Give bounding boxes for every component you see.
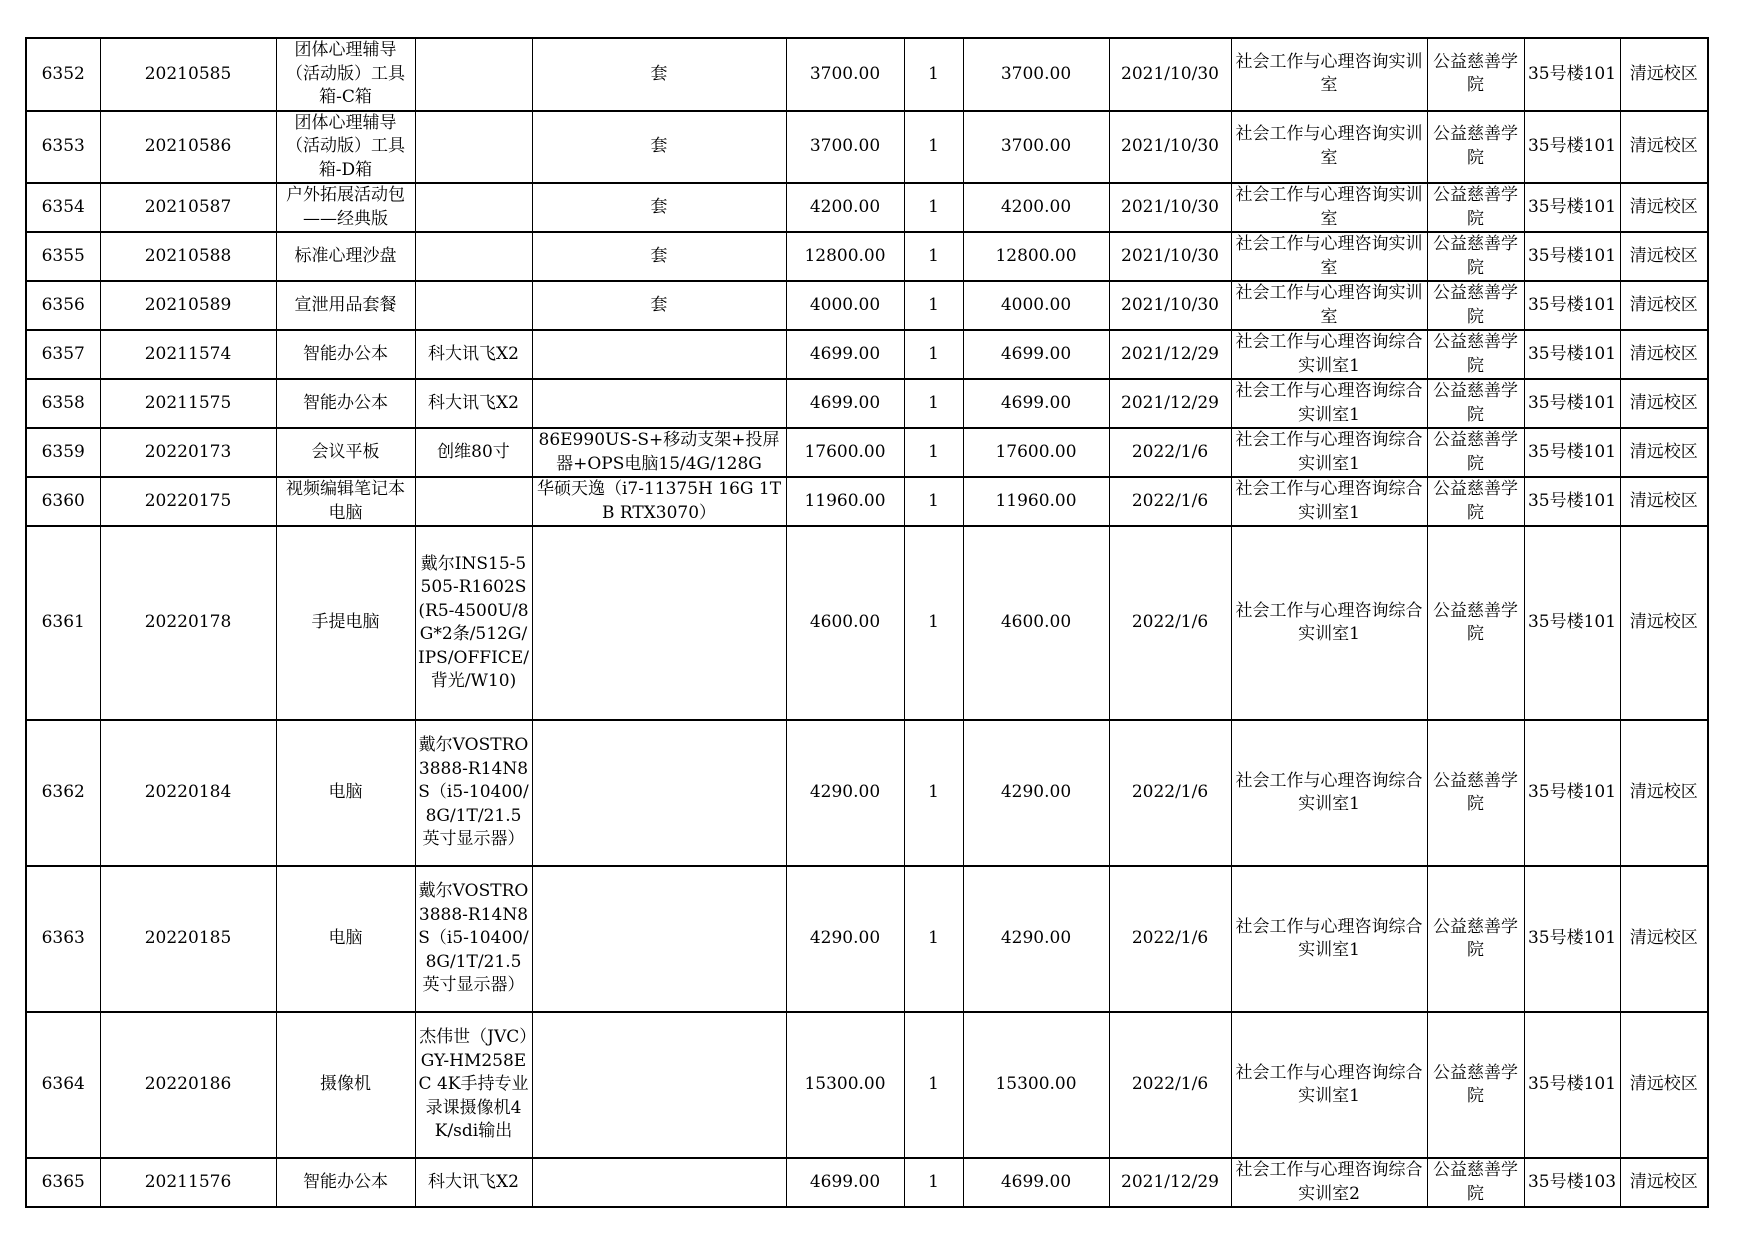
cell-price: 4699.00 — [786, 379, 904, 428]
cell-asset-no: 20220185 — [100, 866, 276, 1012]
cell-campus: 清远校区 — [1620, 1158, 1708, 1207]
cell-date: 2021/10/30 — [1109, 111, 1231, 184]
table-row — [26, 111, 1708, 184]
cell-dept: 公益慈善学院 — [1427, 1158, 1524, 1207]
cell-price: 3700.00 — [786, 38, 904, 111]
cell-name: 宣泄用品套餐 — [276, 281, 415, 330]
cell-dept: 公益慈善学院 — [1427, 477, 1524, 526]
cell-amount: 4699.00 — [963, 379, 1109, 428]
cell-price: 4600.00 — [786, 526, 904, 720]
cell-model — [415, 38, 532, 111]
cell-dept: 公益慈善学院 — [1427, 232, 1524, 281]
cell-amount: 12800.00 — [963, 232, 1109, 281]
cell-campus: 清远校区 — [1620, 379, 1708, 428]
cell-seq: 6358 — [26, 379, 100, 428]
table-row — [26, 1012, 1708, 1158]
cell-asset-no: 20220184 — [100, 720, 276, 866]
cell-spec — [532, 526, 786, 720]
cell-date: 2021/10/30 — [1109, 38, 1231, 111]
cell-date: 2021/12/29 — [1109, 330, 1231, 379]
cell-name: 团体心理辅导（活动版）工具箱-C箱 — [276, 38, 415, 111]
cell-dept: 公益慈善学院 — [1427, 38, 1524, 111]
table-row — [26, 330, 1708, 379]
table-row — [26, 183, 1708, 232]
cell-price: 17600.00 — [786, 428, 904, 477]
cell-asset-no: 20210588 — [100, 232, 276, 281]
cell-model — [415, 111, 532, 184]
cell-location: 社会工作与心理咨询综合实训室1 — [1231, 428, 1427, 477]
cell-asset-no: 20220173 — [100, 428, 276, 477]
cell-price: 4290.00 — [786, 866, 904, 1012]
cell-date: 2021/12/29 — [1109, 1158, 1231, 1207]
cell-spec: 86E990US-S+移动支架+投屏器+OPS电脑15/4G/128G — [532, 428, 786, 477]
cell-campus: 清远校区 — [1620, 526, 1708, 720]
cell-qty: 1 — [904, 428, 963, 477]
cell-model: 戴尔VOSTRO3888-R14N8S（i5-10400/8G/1T/21.5英寸显示器） — [415, 720, 532, 866]
cell-location: 社会工作与心理咨询实训室 — [1231, 111, 1427, 184]
cell-name: 智能办公本 — [276, 1158, 415, 1207]
cell-location: 社会工作与心理咨询综合实训室2 — [1231, 1158, 1427, 1207]
cell-campus: 清远校区 — [1620, 428, 1708, 477]
cell-model — [415, 183, 532, 232]
cell-qty: 1 — [904, 38, 963, 111]
cell-spec — [532, 1158, 786, 1207]
cell-campus: 清远校区 — [1620, 232, 1708, 281]
cell-qty: 1 — [904, 720, 963, 866]
cell-campus: 清远校区 — [1620, 720, 1708, 866]
cell-room: 35号楼101 — [1524, 330, 1620, 379]
cell-location: 社会工作与心理咨询综合实训室1 — [1231, 330, 1427, 379]
cell-name: 视频编辑笔记本电脑 — [276, 477, 415, 526]
cell-room: 35号楼101 — [1524, 38, 1620, 111]
cell-spec: 套 — [532, 183, 786, 232]
cell-spec — [532, 379, 786, 428]
cell-campus: 清远校区 — [1620, 281, 1708, 330]
cell-room: 35号楼103 — [1524, 1158, 1620, 1207]
cell-seq: 6353 — [26, 111, 100, 184]
cell-qty: 1 — [904, 330, 963, 379]
cell-campus: 清远校区 — [1620, 111, 1708, 184]
cell-dept: 公益慈善学院 — [1427, 111, 1524, 184]
cell-asset-no: 20211574 — [100, 330, 276, 379]
cell-asset-no: 20211575 — [100, 379, 276, 428]
cell-spec: 套 — [532, 38, 786, 111]
cell-spec: 套 — [532, 281, 786, 330]
cell-price: 4200.00 — [786, 183, 904, 232]
cell-model: 戴尔VOSTRO3888-R14N8S（i5-10400/8G/1T/21.5英寸显示器） — [415, 866, 532, 1012]
cell-amount: 3700.00 — [963, 38, 1109, 111]
cell-spec: 华硕天逸（i7-11375H 16G 1TB RTX3070） — [532, 477, 786, 526]
cell-location: 社会工作与心理咨询综合实训室1 — [1231, 720, 1427, 866]
cell-asset-no: 20220178 — [100, 526, 276, 720]
cell-qty: 1 — [904, 477, 963, 526]
cell-dept: 公益慈善学院 — [1427, 526, 1524, 720]
cell-model — [415, 232, 532, 281]
cell-room: 35号楼101 — [1524, 1012, 1620, 1158]
cell-asset-no: 20210589 — [100, 281, 276, 330]
cell-seq: 6364 — [26, 1012, 100, 1158]
cell-dept: 公益慈善学院 — [1427, 866, 1524, 1012]
cell-seq: 6359 — [26, 428, 100, 477]
cell-amount: 4600.00 — [963, 526, 1109, 720]
table-row — [26, 379, 1708, 428]
table-row — [26, 1158, 1708, 1207]
cell-model: 杰伟世（JVC）GY-HM258EC 4K手持专业录课摄像机4K/sdi输出 — [415, 1012, 532, 1158]
asset-table — [25, 37, 1709, 1208]
cell-dept: 公益慈善学院 — [1427, 720, 1524, 866]
cell-amount: 15300.00 — [963, 1012, 1109, 1158]
cell-location: 社会工作与心理咨询综合实训室1 — [1231, 477, 1427, 526]
cell-date: 2022/1/6 — [1109, 526, 1231, 720]
cell-campus: 清远校区 — [1620, 183, 1708, 232]
cell-asset-no: 20210586 — [100, 111, 276, 184]
cell-price: 15300.00 — [786, 1012, 904, 1158]
cell-room: 35号楼101 — [1524, 232, 1620, 281]
table-row — [26, 281, 1708, 330]
cell-asset-no: 20220175 — [100, 477, 276, 526]
cell-amount: 4200.00 — [963, 183, 1109, 232]
cell-name: 手提电脑 — [276, 526, 415, 720]
cell-amount: 4699.00 — [963, 1158, 1109, 1207]
cell-seq: 6352 — [26, 38, 100, 111]
cell-campus: 清远校区 — [1620, 866, 1708, 1012]
cell-name: 户外拓展活动包——经典版 — [276, 183, 415, 232]
cell-date: 2021/10/30 — [1109, 232, 1231, 281]
cell-seq: 6363 — [26, 866, 100, 1012]
cell-dept: 公益慈善学院 — [1427, 379, 1524, 428]
cell-date: 2021/10/30 — [1109, 183, 1231, 232]
table-row — [26, 526, 1708, 720]
cell-date: 2022/1/6 — [1109, 428, 1231, 477]
cell-date: 2021/12/29 — [1109, 379, 1231, 428]
cell-date: 2021/10/30 — [1109, 281, 1231, 330]
cell-spec — [532, 1012, 786, 1158]
cell-room: 35号楼101 — [1524, 111, 1620, 184]
cell-location: 社会工作与心理咨询实训室 — [1231, 232, 1427, 281]
cell-name: 电脑 — [276, 720, 415, 866]
cell-amount: 11960.00 — [963, 477, 1109, 526]
cell-campus: 清远校区 — [1620, 330, 1708, 379]
cell-asset-no: 20220186 — [100, 1012, 276, 1158]
cell-qty: 1 — [904, 111, 963, 184]
cell-location: 社会工作与心理咨询综合实训室1 — [1231, 526, 1427, 720]
cell-room: 35号楼101 — [1524, 866, 1620, 1012]
cell-model — [415, 281, 532, 330]
cell-amount: 4290.00 — [963, 866, 1109, 1012]
cell-room: 35号楼101 — [1524, 183, 1620, 232]
cell-dept: 公益慈善学院 — [1427, 330, 1524, 379]
cell-asset-no: 20211576 — [100, 1158, 276, 1207]
cell-dept: 公益慈善学院 — [1427, 281, 1524, 330]
cell-name: 会议平板 — [276, 428, 415, 477]
cell-name: 智能办公本 — [276, 379, 415, 428]
cell-dept: 公益慈善学院 — [1427, 1012, 1524, 1158]
cell-room: 35号楼101 — [1524, 281, 1620, 330]
table-row — [26, 477, 1708, 526]
cell-price: 4000.00 — [786, 281, 904, 330]
cell-spec: 套 — [532, 111, 786, 184]
table-row — [26, 38, 1708, 111]
cell-price: 4699.00 — [786, 1158, 904, 1207]
cell-date: 2022/1/6 — [1109, 720, 1231, 866]
cell-seq: 6354 — [26, 183, 100, 232]
cell-room: 35号楼101 — [1524, 428, 1620, 477]
cell-model: 科大讯飞X2 — [415, 1158, 532, 1207]
table-row — [26, 720, 1708, 866]
cell-date: 2022/1/6 — [1109, 477, 1231, 526]
cell-room: 35号楼101 — [1524, 526, 1620, 720]
cell-name: 标准心理沙盘 — [276, 232, 415, 281]
cell-amount: 17600.00 — [963, 428, 1109, 477]
cell-seq: 6365 — [26, 1158, 100, 1207]
cell-qty: 1 — [904, 526, 963, 720]
cell-location: 社会工作与心理咨询实训室 — [1231, 281, 1427, 330]
cell-location: 社会工作与心理咨询实训室 — [1231, 38, 1427, 111]
table-row — [26, 232, 1708, 281]
cell-seq: 6360 — [26, 477, 100, 526]
cell-amount: 3700.00 — [963, 111, 1109, 184]
cell-spec — [532, 866, 786, 1012]
cell-asset-no: 20210585 — [100, 38, 276, 111]
cell-location: 社会工作与心理咨询综合实训室1 — [1231, 1012, 1427, 1158]
cell-spec: 套 — [532, 232, 786, 281]
cell-model: 科大讯飞X2 — [415, 330, 532, 379]
cell-dept: 公益慈善学院 — [1427, 428, 1524, 477]
cell-room: 35号楼101 — [1524, 477, 1620, 526]
cell-campus: 清远校区 — [1620, 477, 1708, 526]
cell-date: 2022/1/6 — [1109, 1012, 1231, 1158]
cell-spec — [532, 720, 786, 866]
cell-qty: 1 — [904, 183, 963, 232]
cell-model: 创维80寸 — [415, 428, 532, 477]
cell-qty: 1 — [904, 866, 963, 1012]
cell-model — [415, 477, 532, 526]
table-row — [26, 866, 1708, 1012]
cell-name: 团体心理辅导（活动版）工具箱-D箱 — [276, 111, 415, 184]
cell-seq: 6357 — [26, 330, 100, 379]
cell-qty: 1 — [904, 379, 963, 428]
cell-location: 社会工作与心理咨询实训室 — [1231, 183, 1427, 232]
cell-campus: 清远校区 — [1620, 1012, 1708, 1158]
cell-amount: 4699.00 — [963, 330, 1109, 379]
cell-seq: 6362 — [26, 720, 100, 866]
table-row — [26, 428, 1708, 477]
cell-seq: 6355 — [26, 232, 100, 281]
cell-spec — [532, 330, 786, 379]
cell-model: 科大讯飞X2 — [415, 379, 532, 428]
cell-asset-no: 20210587 — [100, 183, 276, 232]
cell-amount: 4290.00 — [963, 720, 1109, 866]
cell-price: 11960.00 — [786, 477, 904, 526]
cell-location: 社会工作与心理咨询综合实训室1 — [1231, 866, 1427, 1012]
cell-seq: 6361 — [26, 526, 100, 720]
cell-qty: 1 — [904, 1158, 963, 1207]
cell-qty: 1 — [904, 232, 963, 281]
cell-seq: 6356 — [26, 281, 100, 330]
cell-price: 12800.00 — [786, 232, 904, 281]
cell-campus: 清远校区 — [1620, 38, 1708, 111]
cell-name: 电脑 — [276, 866, 415, 1012]
cell-date: 2022/1/6 — [1109, 866, 1231, 1012]
cell-name: 智能办公本 — [276, 330, 415, 379]
cell-dept: 公益慈善学院 — [1427, 183, 1524, 232]
cell-price: 4290.00 — [786, 720, 904, 866]
cell-room: 35号楼101 — [1524, 379, 1620, 428]
cell-room: 35号楼101 — [1524, 720, 1620, 866]
cell-location: 社会工作与心理咨询综合实训室1 — [1231, 379, 1427, 428]
cell-model: 戴尔INS15-5505-R1602S(R5-4500U/8G*2条/512G/IPS/OFFICE/背光/W10) — [415, 526, 532, 720]
cell-price: 3700.00 — [786, 111, 904, 184]
cell-price: 4699.00 — [786, 330, 904, 379]
cell-amount: 4000.00 — [963, 281, 1109, 330]
cell-qty: 1 — [904, 281, 963, 330]
cell-name: 摄像机 — [276, 1012, 415, 1158]
cell-qty: 1 — [904, 1012, 963, 1158]
